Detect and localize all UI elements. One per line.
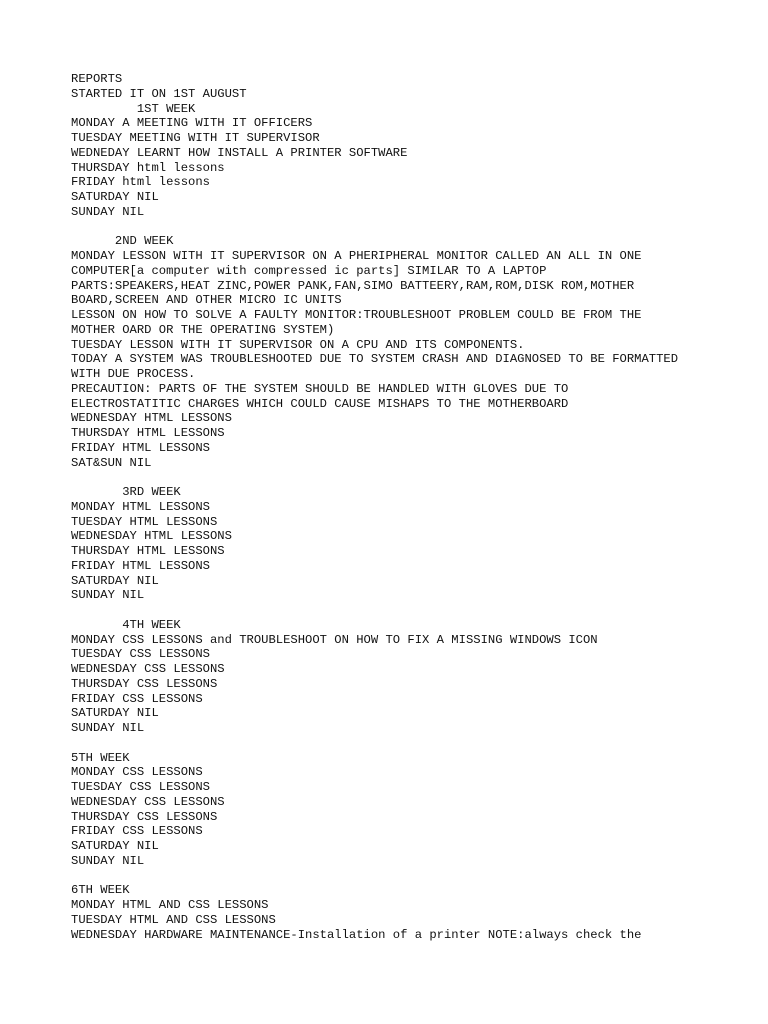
report-line: PRECAUTION: PARTS OF THE SYSTEM SHOULD BE HANDLED WITH GLOVES DUE TO (71, 381, 569, 396)
week-heading-5: 5TH WEEK (71, 750, 130, 765)
report-line: SATURDAY NIL (71, 706, 159, 721)
week-heading-3: 3RD WEEK (71, 485, 181, 499)
report-line: BOARD,SCREEN AND OTHER MICRO IC UNITS (71, 293, 342, 308)
report-line: SUNDAY NIL (71, 853, 145, 868)
report-line: MONDAY HTML AND CSS LESSONS (71, 898, 269, 912)
blank-line (71, 470, 731, 485)
report-line: WEDNESDAY CSS LESSONS (71, 662, 225, 676)
report-line: TUESDAY HTML LESSONS (71, 514, 218, 529)
report-line: WITH DUE PROCESS. (71, 367, 196, 381)
report-line: SUNDAY NIL (71, 721, 145, 735)
report-line: COMPUTER[a computer with compressed ic parts] SIMILAR TO A LAPTOP (71, 263, 547, 278)
report-line: SATURDAY NIL (71, 573, 159, 588)
week-heading-1: 1ST WEEK (71, 101, 196, 116)
report-line: SATURDAY NIL (71, 839, 159, 853)
report-line: WEDNESDAY CSS LESSONS (71, 794, 225, 809)
report-line: WEDNESDAY HTML LESSONS (71, 529, 232, 544)
report-line: WEDNESDAY HARDWARE MAINTENANCE-Installation of a printer NOTE:always check the (71, 927, 642, 942)
report-line: THURSDAY HTML LESSONS (71, 544, 225, 558)
blank-line (71, 603, 731, 618)
week-heading-4: 4TH WEEK (71, 617, 181, 632)
report-line: SUNDAY NIL (71, 588, 145, 603)
report-line: FRIDAY html lessons (71, 175, 210, 190)
report-line: SAT&SUN NIL (71, 455, 152, 470)
report-line: WEDNESDAY HTML LESSONS (71, 411, 232, 426)
blank-line (71, 869, 731, 884)
report-line: ELECTROSTATITIC CHARGES WHICH COULD CAUSE MISHAPS TO THE MOTHERBOARD (71, 396, 569, 411)
report-line: TUESDAY HTML AND CSS LESSONS (71, 912, 276, 927)
report-line: FRIDAY CSS LESSONS (71, 824, 203, 839)
report-line: MONDAY CSS LESSONS and TROUBLESHOOT ON HOW TO FIX A MISSING WINDOWS ICON (71, 632, 598, 647)
blank-line (71, 220, 731, 235)
report-line: MONDAY HTML LESSONS (71, 499, 210, 514)
report-line: TUESDAY CSS LESSONS (71, 780, 210, 794)
week-heading-2: 2ND WEEK (71, 234, 174, 249)
report-line: LESSON ON HOW TO SOLVE A FAULTY MONITOR:TROUBLESHOOT PROBLEM COULD BE FROM THE (71, 308, 642, 322)
report-line: MONDAY CSS LESSONS (71, 765, 203, 780)
report-line: TUESDAY MEETING WITH IT SUPERVISOR (71, 131, 320, 145)
blank-line (71, 736, 731, 751)
report-line: SUNDAY NIL (71, 204, 145, 219)
document-page (71, 72, 731, 942)
report-title: REPORTS (71, 72, 123, 86)
report-line: THURSDAY html lessons (71, 160, 225, 175)
report-line: THURSDAY HTML LESSONS (71, 426, 225, 440)
report-line: MONDAY A MEETING WITH IT OFFICERS (71, 116, 313, 131)
report-line: TODAY A SYSTEM WAS TROUBLESHOOTED DUE TO SYSTEM CRASH AND DIAGNOSED TO BE FORMATTED (71, 352, 679, 367)
start-date-line: STARTED IT ON 1ST AUGUST (71, 86, 247, 101)
report-line: TUESDAY CSS LESSONS (71, 647, 210, 662)
report-line: SATURDAY NIL (71, 190, 159, 204)
report-line: THURSDAY CSS LESSONS (71, 809, 218, 824)
week-heading-6: 6TH WEEK (71, 883, 130, 898)
report-line: WEDNEDAY LEARNT HOW INSTALL A PRINTER SOFTWARE (71, 145, 408, 160)
report-line: FRIDAY HTML LESSONS (71, 440, 210, 455)
report-line: THURSDAY CSS LESSONS (71, 676, 218, 691)
report-line: MOTHER OARD OR THE OPERATING SYSTEM) (71, 322, 335, 337)
report-line: FRIDAY HTML LESSONS (71, 558, 210, 573)
report-line: MONDAY LESSON WITH IT SUPERVISOR ON A PHERIPHERAL MONITOR CALLED AN ALL IN ONE (71, 249, 642, 263)
report-line: FRIDAY CSS LESSONS (71, 691, 203, 706)
report-line: PARTS:SPEAKERS,HEAT ZINC,POWER PANK,FAN,SIMO BATTEERY,RAM,ROM,DISK ROM,MOTHER (71, 278, 635, 293)
report-line: TUESDAY LESSON WITH IT SUPERVISOR ON A CPU AND ITS COMPONENTS. (71, 337, 525, 352)
